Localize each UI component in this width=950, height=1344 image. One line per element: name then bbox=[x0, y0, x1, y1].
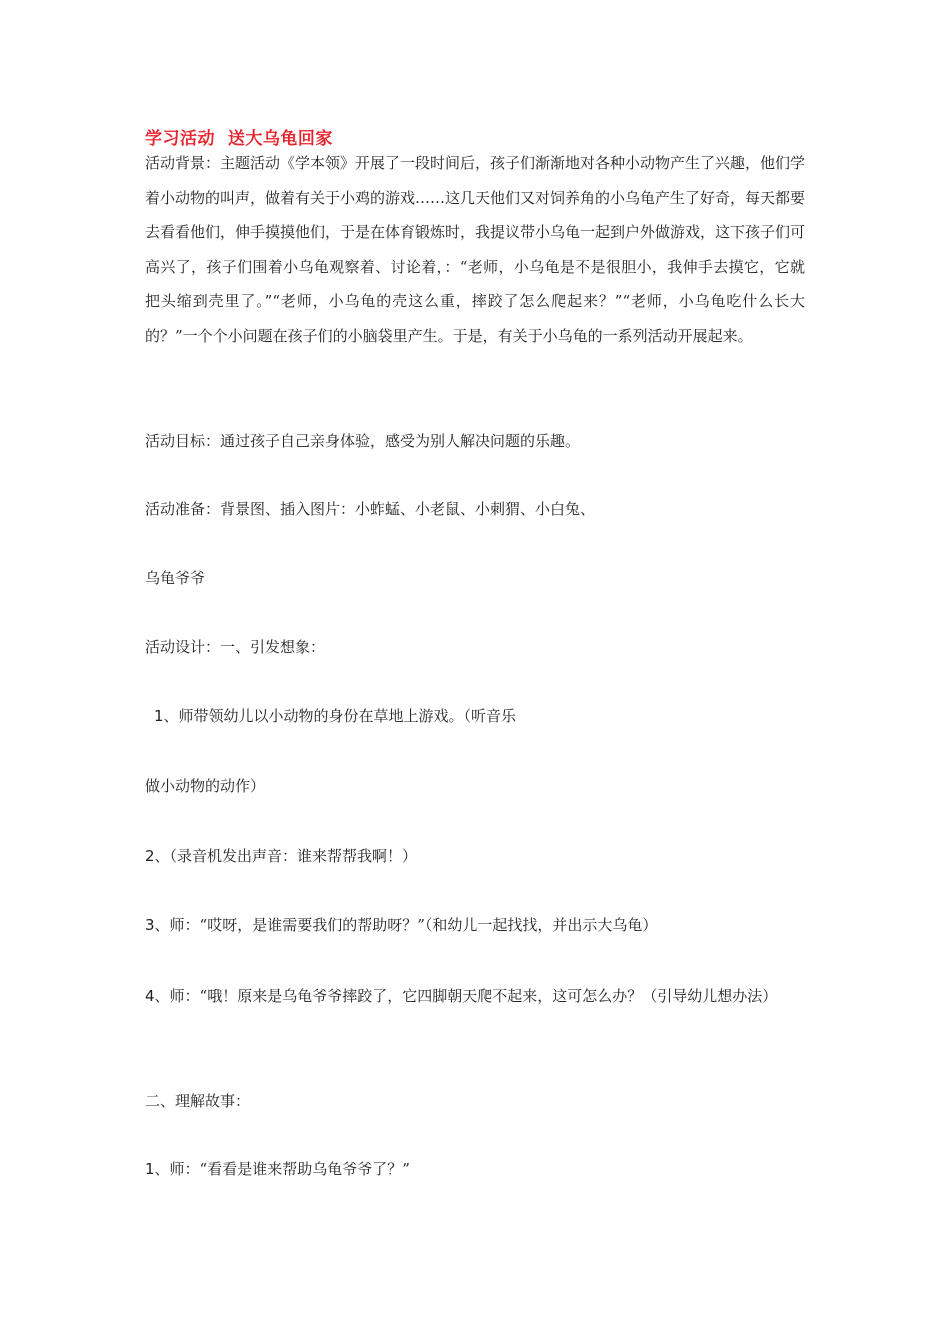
step-3-line bbox=[145, 915, 657, 935]
part-2-step-1-number: 1 bbox=[145, 1160, 155, 1178]
preparation-line: 活动准备：背景图、插入图片：小蚱蜢、小老鼠、小刺猬、小白兔、 bbox=[145, 500, 596, 518]
goal-line: 活动目标：通过孩子自己亲身体验，感受为别人解决问题的乐趣。 bbox=[145, 432, 581, 450]
document-title: 学习活动 送大乌龟回家 bbox=[145, 129, 333, 149]
step-1-text: 、师带领幼儿以小动物的身份在草地上游戏。（听音乐 bbox=[163, 707, 517, 725]
step-3-text: 、师：“哎呀，是谁需要我们的帮助呀？”（和幼儿一起找找，并出示大乌龟） bbox=[154, 916, 658, 934]
step-4-number: 4 bbox=[145, 987, 155, 1005]
step-1-line bbox=[154, 706, 516, 726]
step-2-line bbox=[145, 846, 417, 866]
part-2-step-1-text: 、师：“看看是谁来帮助乌龟爷爷了？” bbox=[154, 1160, 410, 1178]
design-heading: 活动设计：一、引发想象： bbox=[145, 638, 326, 656]
step-1-number: 1 bbox=[154, 707, 164, 725]
step-4-paragraph bbox=[145, 979, 805, 1013]
part-2-step-1-line bbox=[145, 1159, 410, 1179]
part-2-heading: 二、理解故事： bbox=[145, 1092, 251, 1110]
step-4-text: 、师：“哦！原来是乌龟爷爷摔跤了，它四脚朝天爬不起来，这可怎么办？（引导幼儿想办法） bbox=[154, 987, 778, 1005]
step-3-number: 3 bbox=[145, 916, 155, 934]
step-1-continued: 做小动物的动作） bbox=[145, 777, 266, 795]
preparation-line-continued: 乌龟爷爷 bbox=[145, 569, 206, 587]
step-2-number: 2 bbox=[145, 847, 155, 865]
background-paragraph: 活动背景：主题活动《学本领》开展了一段时间后，孩子们渐渐地对各种小动物产生了兴趣，他们学着小动物的叫声，做着有关于小鸡的游戏……这几天他们又对饲养角的小乌龟产生了好奇，每天都要去看看他们，伸手摸摸他们，于是在体育锻炼时，我提议带小乌龟一起到户外做游戏，这下孩子们可高兴了，孩子们围着小乌龟观察着、讨论着，：“老师，小乌龟是不是很胆小，我伸手去摸它，它就把头缩到壳里了。”“老师，小乌龟的壳这么重，摔跤了怎么爬起来？”“老师，小乌龟吃什么长大的？”一个个小问题在孩子们的小脑袋里产生。于是，有关于小乌龟的一系列活动开展起来。 bbox=[145, 154, 806, 345]
step-2-text: 、（录音机发出声音：谁来帮帮我啊！） bbox=[154, 847, 418, 865]
